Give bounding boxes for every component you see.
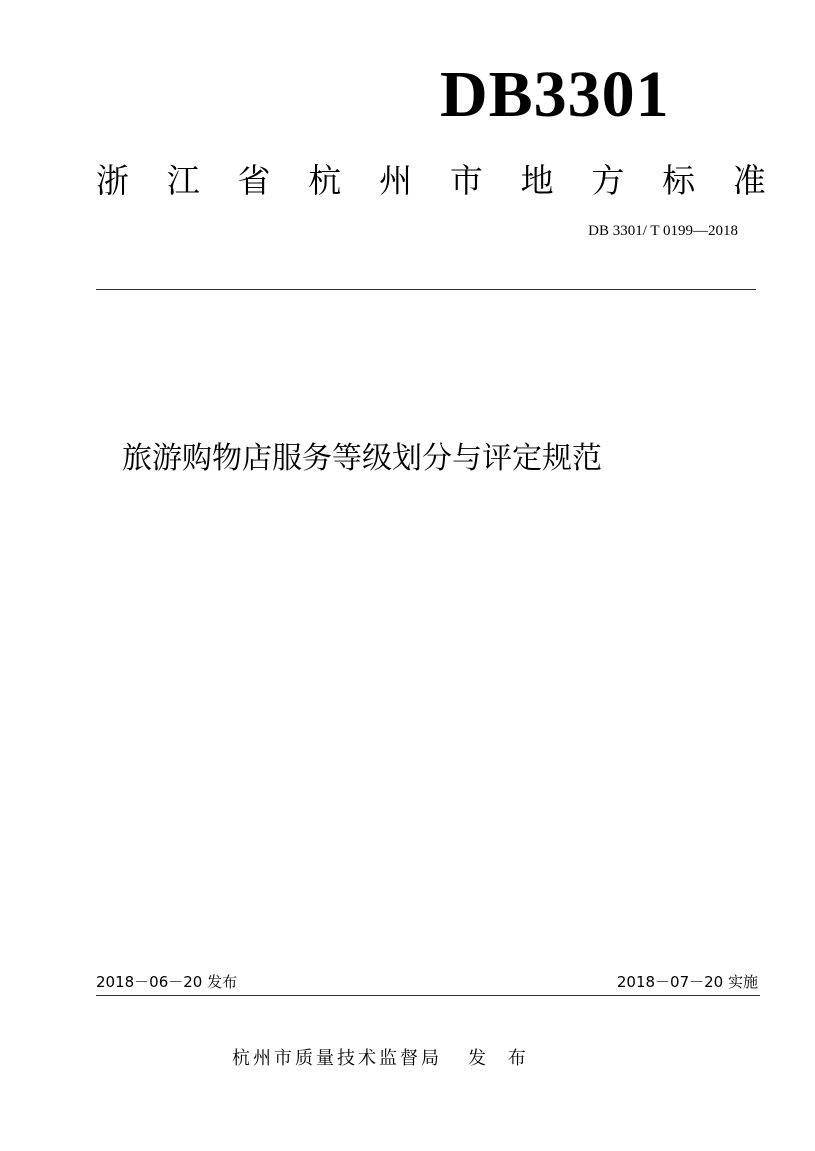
standard-type-char: 标 [662, 160, 696, 200]
standard-code: DB3301 [440, 58, 670, 131]
publish-date: 2018－06－20 发布 [96, 973, 238, 991]
standard-type-heading [96, 155, 766, 205]
standard-type-char: 江 [166, 160, 200, 200]
document-title: 旅游购物店服务等级划分与评定规范 [122, 441, 602, 476]
standard-type-char: 省 [237, 160, 271, 200]
standard-number: DB 3301/ T 0199—2018 [588, 223, 738, 239]
standard-type-char: 州 [379, 160, 413, 200]
standard-type-char: 市 [449, 160, 483, 200]
issuer-action: 发 布 [468, 1048, 534, 1069]
effective-date: 2018－07－20 实施 [616, 973, 758, 991]
standard-type-char: 杭 [308, 160, 342, 200]
standard-type-char: 地 [520, 160, 554, 200]
date-row [96, 975, 760, 995]
issuer-name: 杭州市质量技术监督局 [232, 1048, 442, 1069]
standard-type-char: 准 [732, 160, 766, 200]
issuer-line [232, 1050, 612, 1068]
standard-type-char: 浙 [96, 160, 129, 200]
header-divider [96, 289, 756, 290]
standard-type-char: 方 [591, 160, 625, 200]
footer-divider [96, 995, 760, 996]
